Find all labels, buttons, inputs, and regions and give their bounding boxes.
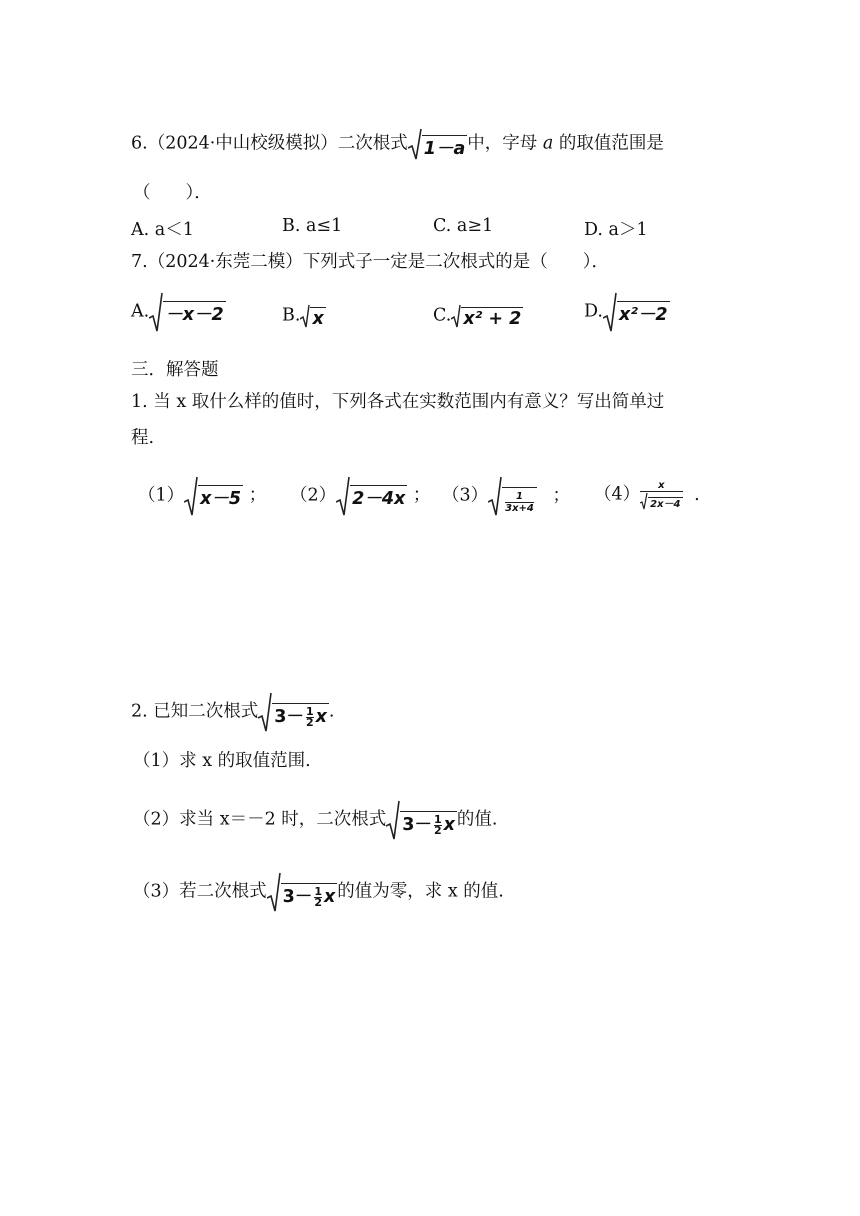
separator: ； xyxy=(412,485,431,506)
problem-1-line2: 程. xyxy=(131,428,155,448)
p1-item-2 xyxy=(290,476,430,516)
half-fraction: $\frac{1}{2}$ xyxy=(433,812,442,837)
option-label: C. xyxy=(433,305,452,326)
q7-option-a xyxy=(131,292,226,332)
q7-option-c xyxy=(433,304,523,328)
item-label: （1） xyxy=(138,485,185,506)
fraction xyxy=(505,491,534,514)
sqrt-expression xyxy=(603,292,670,332)
numerator: x xyxy=(658,480,665,491)
p1-item-3 xyxy=(442,476,570,516)
sqrt-expression xyxy=(267,872,338,912)
option-label: D. xyxy=(584,301,603,322)
p2-sub-2 xyxy=(133,800,497,840)
radicand xyxy=(502,487,537,516)
radicand: 2－4x xyxy=(350,485,407,516)
option-label: B. xyxy=(282,305,301,326)
radicand: x²－2 xyxy=(617,301,670,332)
q6-middle: 中，字母 xyxy=(467,133,538,154)
question-6 xyxy=(131,128,664,160)
q6-option-d: D. a＞1 xyxy=(584,220,648,240)
radicand: －x－2 xyxy=(163,301,225,332)
radicand: x－5 xyxy=(198,485,243,516)
q7-option-b xyxy=(282,304,326,328)
q6-prefix: 6.（2024·中山校级模拟）二次根式 xyxy=(131,133,408,154)
separator: ； xyxy=(248,485,267,506)
p1-item-4 xyxy=(594,480,700,510)
separator: . xyxy=(694,484,700,505)
option-label: A. xyxy=(131,301,150,322)
sub3-text-b: 的值为零，求 x 的值. xyxy=(337,881,504,902)
sqrt-expression xyxy=(386,800,457,840)
sqrt-expression xyxy=(258,692,329,732)
sub3-text-a: （3）若二次根式 xyxy=(133,881,267,902)
sqrt-expression xyxy=(408,128,468,160)
sqrt-expression xyxy=(149,292,225,332)
p2-sub-3 xyxy=(133,872,504,912)
problem-1-line1: 1. 当 x 取什么样的值时，下列各式在实数范围内有意义？写出简单过 xyxy=(131,392,665,412)
problem-2-intro xyxy=(131,692,334,732)
sqrt-expression xyxy=(640,492,682,510)
item-label: （3） xyxy=(442,485,489,506)
intro-text: 2. 已知二次根式 xyxy=(131,701,259,722)
radicand: 3－ $\frac{1}{2}$ x xyxy=(272,703,329,732)
p1-item-1 xyxy=(138,476,266,516)
sub2-text-b: 的值. xyxy=(456,809,498,830)
sqrt-expression xyxy=(451,304,523,328)
p2-sub-1: （1）求 x 的取值范围. xyxy=(133,751,311,771)
q6-option-b: B. a≤1 xyxy=(282,216,343,236)
numerator: 1 xyxy=(516,491,523,502)
half-fraction: $\frac{1}{2}$ xyxy=(314,884,322,909)
q6-var: a xyxy=(542,133,554,154)
section-title: 三．解答题 xyxy=(131,360,219,380)
fraction xyxy=(640,480,682,510)
radicand: 1－a xyxy=(422,135,468,160)
separator: ； xyxy=(552,485,570,506)
item-label: （4） xyxy=(594,484,641,505)
denominator: 3x+4 xyxy=(505,503,534,514)
q6-suffix: 的取值范围是 xyxy=(558,133,664,154)
sqrt-expression xyxy=(300,304,325,328)
radicand: 3－ $\frac{1}{2}$ x xyxy=(400,811,457,840)
q6-option-c: C. a≥1 xyxy=(433,216,494,236)
sqrt-expression xyxy=(184,476,243,516)
denominator: 2x－4 xyxy=(650,499,681,510)
question-7: 7.（2024·东莞二模）下列式子一定是二次根式的是（ ）． xyxy=(131,252,610,272)
sqrt-expression xyxy=(488,476,537,516)
q6-option-a: A. a＜1 xyxy=(131,220,194,240)
q7-option-d xyxy=(584,292,670,332)
sqrt-expression xyxy=(336,476,407,516)
radicand: 3－ $\frac{1}{2}$ x xyxy=(281,883,338,912)
item-label: （2） xyxy=(290,485,337,506)
radicand: x² + 2 xyxy=(463,309,522,329)
sub2-text-a: （2）求当 x＝－2 时，二次根式 xyxy=(133,809,387,830)
q6-blank: （ ）． xyxy=(133,183,212,203)
radicand: x xyxy=(312,309,324,329)
half-fraction: $\frac{1}{2}$ xyxy=(305,704,314,729)
end-mark: . xyxy=(328,701,335,722)
